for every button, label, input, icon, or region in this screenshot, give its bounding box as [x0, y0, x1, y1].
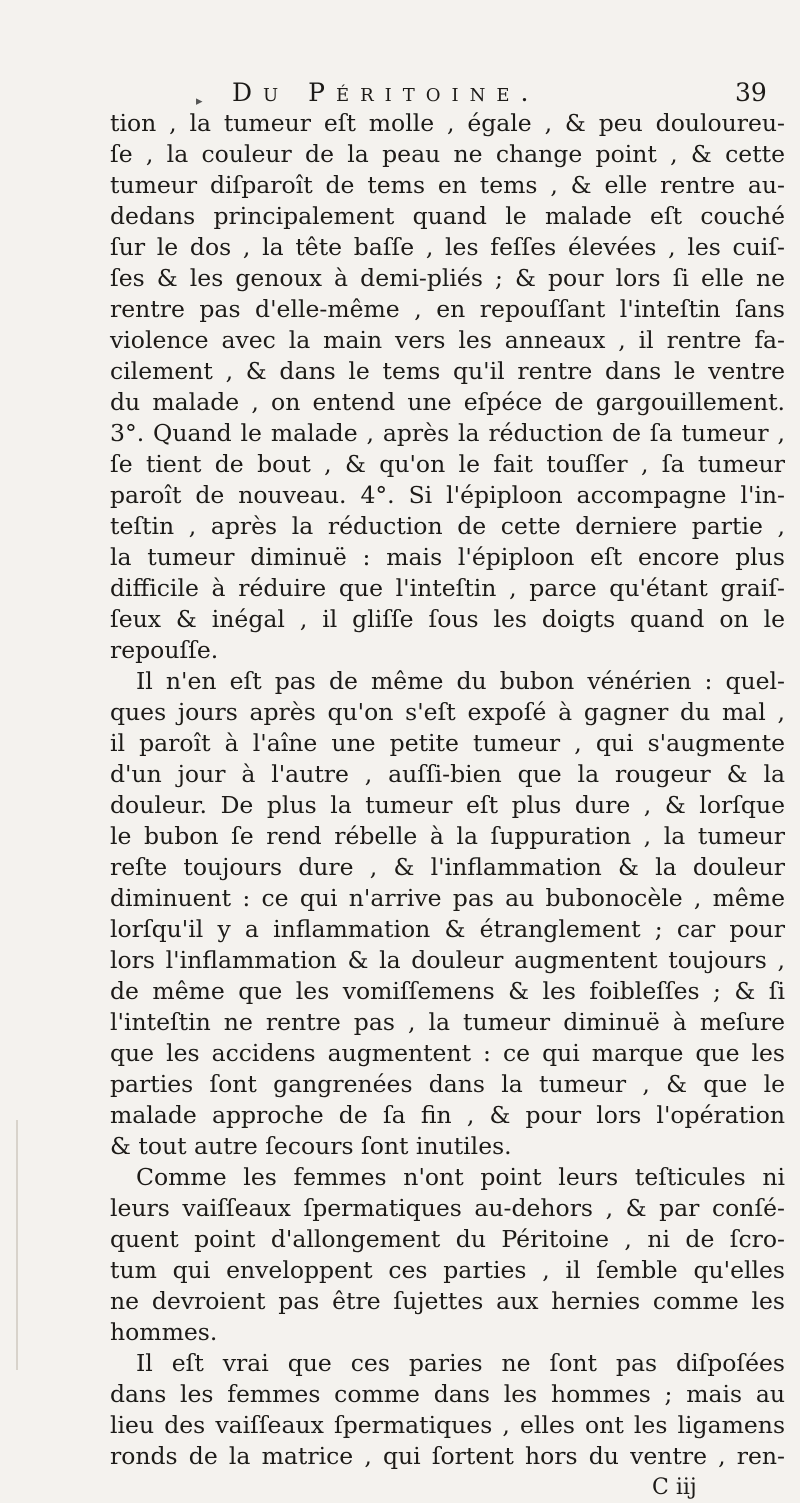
text-line: cilement , & dans le tems qu'il rentre dans le ventre: [110, 357, 785, 385]
text-line: ſur le dos , la tête baſſe , les feſſes élevées , les cuiſ-: [110, 233, 785, 261]
text-line: & tout autre ſecours ſont inutiles.: [110, 1132, 512, 1160]
text-line: quent point d'allongement du Péritoine , ni de ſcro-: [110, 1225, 785, 1253]
text-line: tum qui enveloppent ces parties , il ſemble qu'elles: [110, 1256, 785, 1284]
text-line: ques jours après qu'on s'eſt expoſé à gagner du mal ,: [110, 698, 785, 726]
text-line: du malade , on entend une eſpéce de gargouillement.: [110, 388, 785, 416]
text-line: hommes.: [110, 1318, 218, 1346]
text-line: dans les femmes comme dans les hommes ; mais au: [110, 1380, 785, 1408]
text-line: teſtin , après la réduction de cette derniere partie ,: [110, 512, 785, 540]
text-line: rentre pas d'elle-même , en repouſſant l'inteſtin ſans: [110, 295, 785, 323]
text-line: ronds de la matrice , qui ſortent hors du ventre , ren-: [110, 1442, 785, 1470]
text-line: reſte toujours dure , & l'inflammation & la douleur: [110, 853, 785, 881]
text-line: diminuent : ce qui n'arrive pas au bubonocèle , même: [110, 884, 785, 912]
text-line: Il n'en eſt pas de même du bubon vénérien : quel-: [136, 667, 785, 695]
running-title: Du Péritoine.: [232, 78, 540, 107]
text-line: tumeur diſparoît de tems en tems , & elle rentre au-: [110, 171, 785, 199]
text-line: malade approche de ſa fin , & pour lors l'opération: [110, 1101, 785, 1129]
text-line: de même que les vomiſſemens & les foibleſſes ; & ſi: [110, 977, 785, 1005]
text-line: d'un jour à l'autre , auſſi-bien que la rougeur & la: [110, 760, 785, 788]
text-line: violence avec la main vers les anneaux , il rentre fa-: [110, 326, 785, 354]
text-line: ſes & les genoux à demi-pliés ; & pour lors ſi elle ne: [110, 264, 785, 292]
text-line: dedans principalement quand le malade eſt couché: [110, 202, 785, 230]
text-line: Comme les femmes n'ont point leurs teſticules ni: [136, 1163, 785, 1191]
page-number: 39: [735, 78, 767, 107]
signature-mark: C iij: [652, 1475, 697, 1500]
text-line: ſe , la couleur de la peau ne change point , & cette: [110, 140, 785, 168]
text-line: leurs vaiſſeaux ſpermatiques au-dehors , & par conſé-: [110, 1194, 785, 1222]
text-line: lieu des vaiſſeaux ſpermatiques , elles ont les ligamens: [110, 1411, 785, 1439]
text-line: ne devroient pas être ſujettes aux hernies comme les: [110, 1287, 785, 1315]
text-line: ſeux & inégal , il gliſſe ſous les doigts quand on le: [110, 605, 785, 633]
margin-stain: [16, 1120, 18, 1370]
text-line: tion , la tumeur eſt molle , égale , & peu douloureu-: [110, 109, 785, 137]
text-line: Il eſt vrai que ces paries ne ſont pas diſpoſées: [136, 1349, 785, 1377]
text-line: parties ſont gangrenées dans la tumeur , & que le: [110, 1070, 785, 1098]
text-line: difficile à réduire que l'inteſtin , parce qu'étant graiſ-: [110, 574, 785, 602]
text-line: douleur. De plus la tumeur eſt plus dure , & lorſque: [110, 791, 785, 819]
text-line: paroît de nouveau. 4°. Si l'épiploon accompagne l'in-: [110, 481, 785, 509]
text-line: que les accidens augmentent : ce qui marque que les: [110, 1039, 785, 1067]
text-line: il paroît à l'aîne une petite tumeur , qui s'augmente: [110, 729, 785, 757]
text-line: 3°. Quand le malade , après la réduction de ſa tumeur ,: [110, 419, 785, 447]
text-line: l'inteſtin ne rentre pas , la tumeur diminuë à meſure: [110, 1008, 785, 1036]
body-text: [110, 108, 785, 1503]
text-line: la tumeur diminuë : mais l'épiploon eſt encore plus: [110, 543, 785, 571]
text-line: ſe tient de bout , & qu'on le fait touſſer , ſa tumeur: [110, 450, 785, 478]
running-head: [0, 78, 800, 110]
text-line: lorſqu'il y a inflammation & étranglement ; car pour: [110, 915, 785, 943]
text-line: le bubon ſe rend rébelle à la ſuppuration , la tumeur: [110, 822, 785, 850]
text-line: repouſſe.: [110, 636, 219, 664]
text-line: lors l'inflammation & la douleur augmentent toujours ,: [110, 946, 785, 974]
corner-mark: ▸: [196, 94, 203, 109]
